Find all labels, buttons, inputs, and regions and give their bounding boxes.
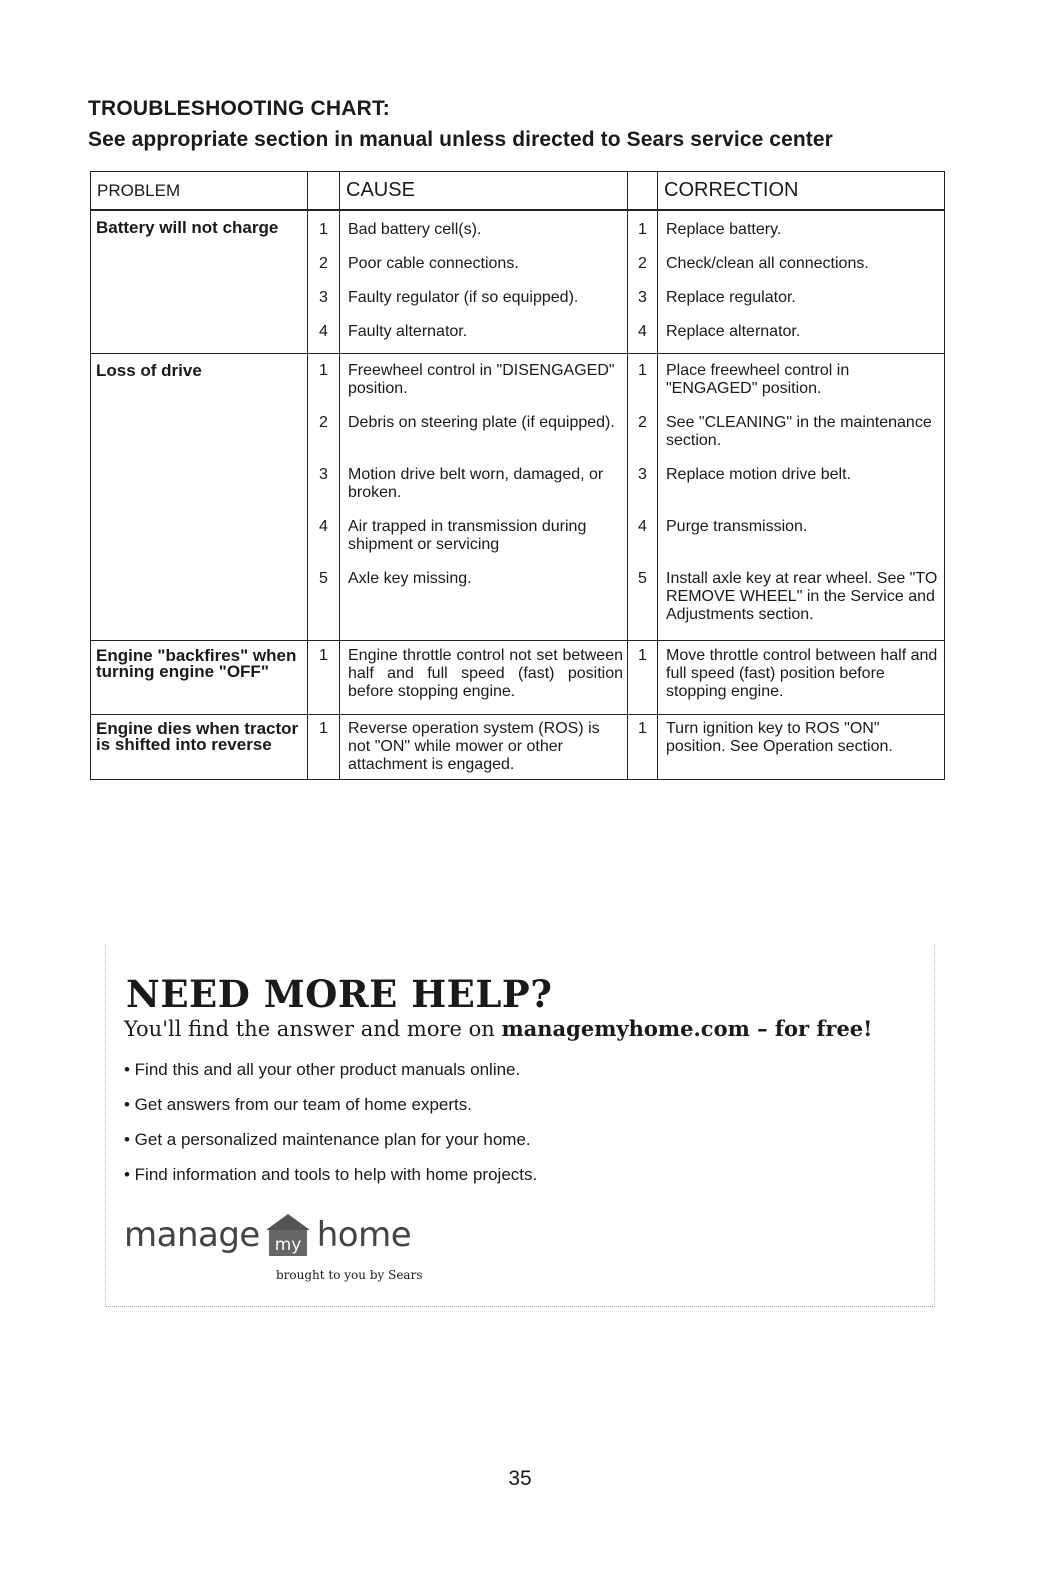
cause-text: Freewheel control in "DISENGAGED" position. [348, 362, 615, 397]
logo-word-home: home [316, 1215, 412, 1255]
header-correction: CORRECTION [658, 172, 945, 211]
correction-number: 3 [638, 289, 647, 306]
list-item: • Get answers from our team of home experts. [124, 1095, 472, 1114]
cause-text: Faulty alternator. [348, 323, 468, 340]
header-cause-num [308, 172, 340, 211]
cause-text: Motion drive belt worn, damaged, or broken. [348, 466, 604, 501]
cause-number: 1 [308, 641, 340, 715]
correction-number: 3 [638, 466, 647, 483]
cause-number: 3 [319, 466, 328, 483]
table-row [91, 210, 945, 354]
correction-text: Replace battery. [666, 221, 782, 238]
cause-number: 2 [319, 414, 328, 431]
cause-text: Axle key missing. [348, 570, 472, 587]
chart-subtitle: See appropriate section in manual unless directed to Sears service center [88, 128, 833, 151]
correction-number: 1 [628, 715, 658, 780]
correction-number: 1 [638, 362, 647, 379]
header-problem: PROBLEM [91, 172, 308, 211]
correction-text: Purge transmission. [666, 518, 808, 535]
correction-number: 2 [638, 255, 647, 272]
correction-number: 4 [638, 323, 647, 340]
problem-cell: Loss of drive [91, 354, 308, 641]
cause-number: 5 [319, 570, 328, 587]
cause-number: 1 [319, 221, 328, 238]
correction-text: Check/clean all connections. [666, 255, 869, 272]
cause-number: 4 [319, 323, 328, 340]
cause-text: Faulty regulator (if so equipped). [348, 289, 579, 306]
table-header-row [91, 172, 945, 211]
logo-word-my: my [274, 1235, 302, 1255]
cause-number: 4 [319, 518, 328, 535]
correction-text: Turn ignition key to ROS "ON" position. See Operation section. [658, 715, 945, 780]
table-row [91, 715, 945, 780]
sears-byline: brought to you by Sears [276, 1268, 423, 1282]
correction-text: Replace alternator. [666, 323, 801, 340]
list-item: • Get a personalized maintenance plan for your home. [124, 1130, 531, 1149]
cause-number: 1 [308, 715, 340, 780]
cause-number: 1 [319, 362, 328, 379]
problem-cell: Battery will not charge [91, 210, 308, 354]
table-row [91, 354, 945, 641]
correction-number: 5 [638, 570, 647, 587]
correction-text: Place freewheel control in "ENGAGED" position. [666, 362, 850, 397]
help-subtitle [124, 1016, 872, 1041]
cause-text: Air trapped in transmission during shipment or servicing [348, 518, 587, 553]
list-item: • Find this and all your other product manuals online. [124, 1060, 521, 1079]
correction-text: Move throttle control between half and full speed (fast) position before stopping engine. [658, 641, 945, 715]
house-icon [264, 1212, 312, 1258]
correction-text: Replace regulator. [666, 289, 796, 306]
page-number: 35 [508, 1467, 532, 1490]
help-title: NEED MORE HELP? [126, 972, 553, 1016]
correction-number: 1 [638, 221, 647, 238]
list-item: • Find information and tools to help with home projects. [124, 1165, 538, 1184]
help-bullet-list [124, 1060, 537, 1200]
chart-title: TROUBLESHOOTING CHART: [88, 97, 390, 120]
problem-cell: Engine dies when tractor is shifted into reverse [91, 715, 308, 780]
correction-number: 2 [638, 414, 647, 431]
header-correction-num [628, 172, 658, 211]
cause-text: Reverse operation system (ROS) is not "ON" while mower or other attachment is engaged. [340, 715, 628, 780]
header-cause: CAUSE [340, 172, 628, 211]
cause-number: 2 [319, 255, 328, 272]
correction-number: 4 [638, 518, 647, 535]
cause-text: Poor cable connections. [348, 255, 519, 272]
help-subtitle-text: You'll find the answer and more on [124, 1017, 502, 1041]
correction-text: See "CLEANING" in the maintenance section. [666, 414, 932, 449]
logo-word-manage: manage [124, 1215, 260, 1255]
problem-cell: Engine "backfires" when turning engine "OFF" [91, 641, 308, 715]
site-link[interactable]: managemyhome.com – for free! [501, 1016, 873, 1041]
cause-text: Debris on steering plate (if equipped). [348, 414, 615, 431]
correction-text: Replace motion drive belt. [666, 466, 851, 483]
correction-number: 1 [628, 641, 658, 715]
cause-text: Bad battery cell(s). [348, 221, 482, 238]
managemyhome-logo [124, 1212, 411, 1262]
cause-text: Engine throttle control not set between half and full speed (fast) position before stopping engine. [340, 641, 628, 715]
troubleshooting-table [90, 171, 945, 780]
table-row [91, 641, 945, 715]
help-box [105, 944, 935, 1307]
cause-number: 3 [319, 289, 328, 306]
correction-text: Install axle key at rear wheel. See "TO REMOVE WHEEL" in the Service and Adjustments section. [666, 570, 938, 623]
